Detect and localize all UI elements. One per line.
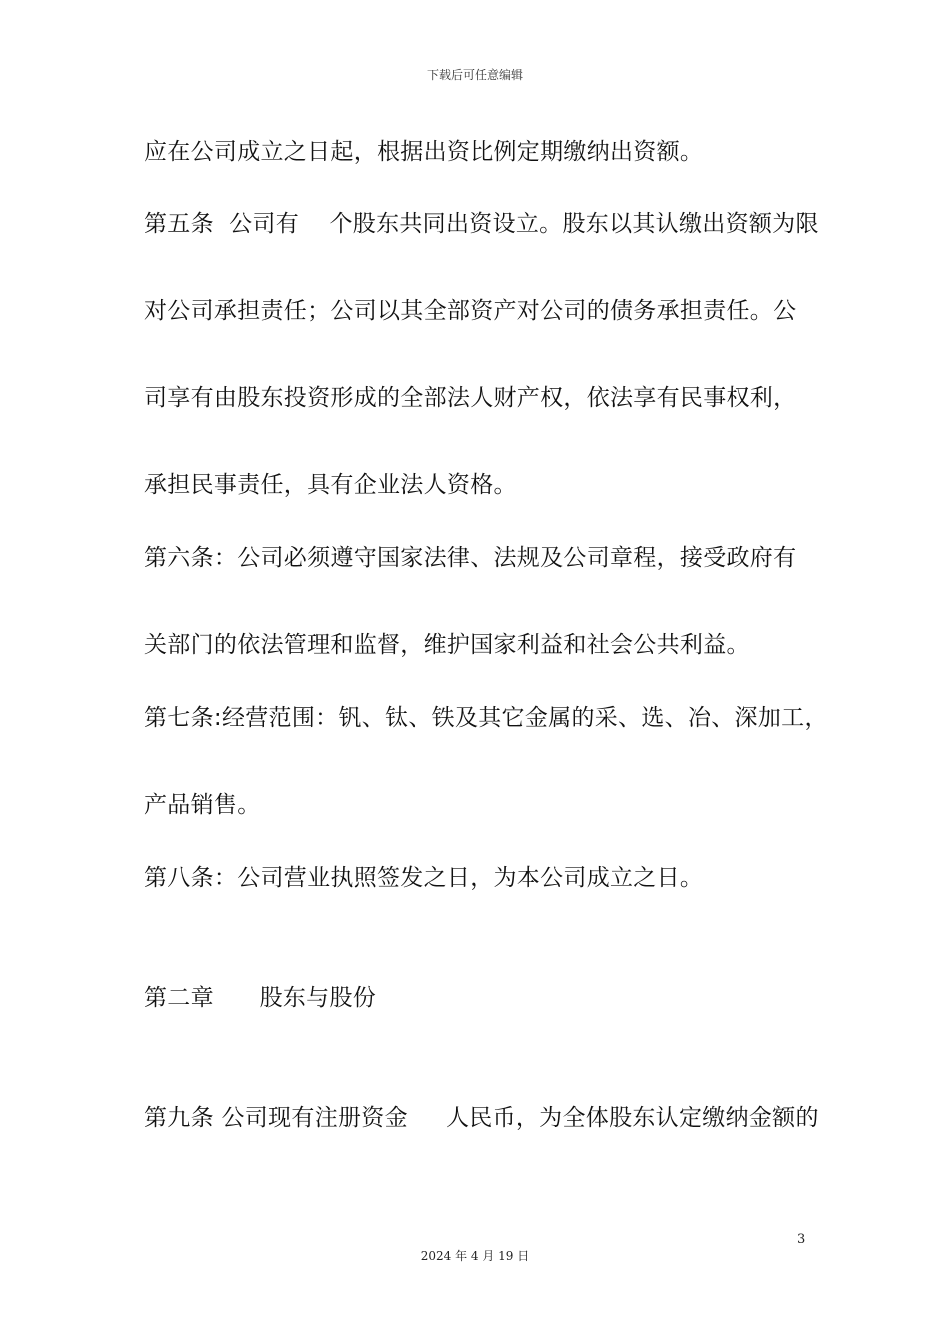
body-line: 对公司承担责任；公司以其全部资产对公司的债务承担责任。公 (144, 298, 797, 324)
body-line: 承担民事责任，具有企业法人资格。 (144, 472, 517, 498)
body-line: 第五条 公司有 个股东共同出资设立。股东以其认缴出资额为限 (144, 211, 819, 237)
body-line: 第六条：公司必须遵守国家法律、法规及公司章程，接受政府有 (144, 545, 797, 571)
page-number: 3 (797, 1232, 806, 1247)
body-line: 关部门的依法管理和监督，维护国家利益和社会公共利益。 (144, 632, 750, 658)
body-line: 应在公司成立之日起，根据出资比例定期缴纳出资额。 (144, 139, 704, 165)
page-header: 下载后可任意编辑 (426, 68, 523, 82)
body-line: 司享有由股东投资形成的全部法人财产权，依法享有民事权利， (144, 385, 797, 411)
footer-date: 2024 年 4 月 19 日 (420, 1249, 530, 1263)
body-line: 第九条 公司现有注册资金 人民币，为全体股东认定缴纳金额的 (144, 1105, 819, 1131)
body-line: 第八条：公司营业执照签发之日，为本公司成立之日。 (144, 865, 704, 891)
chapter-heading: 第二章 股东与股份 (144, 985, 377, 1011)
body-line: 产品销售。 (144, 792, 261, 818)
body-line: 第七条:经营范围：钒、钛、铁及其它金属的采、选、冶、深加工， (144, 705, 828, 731)
